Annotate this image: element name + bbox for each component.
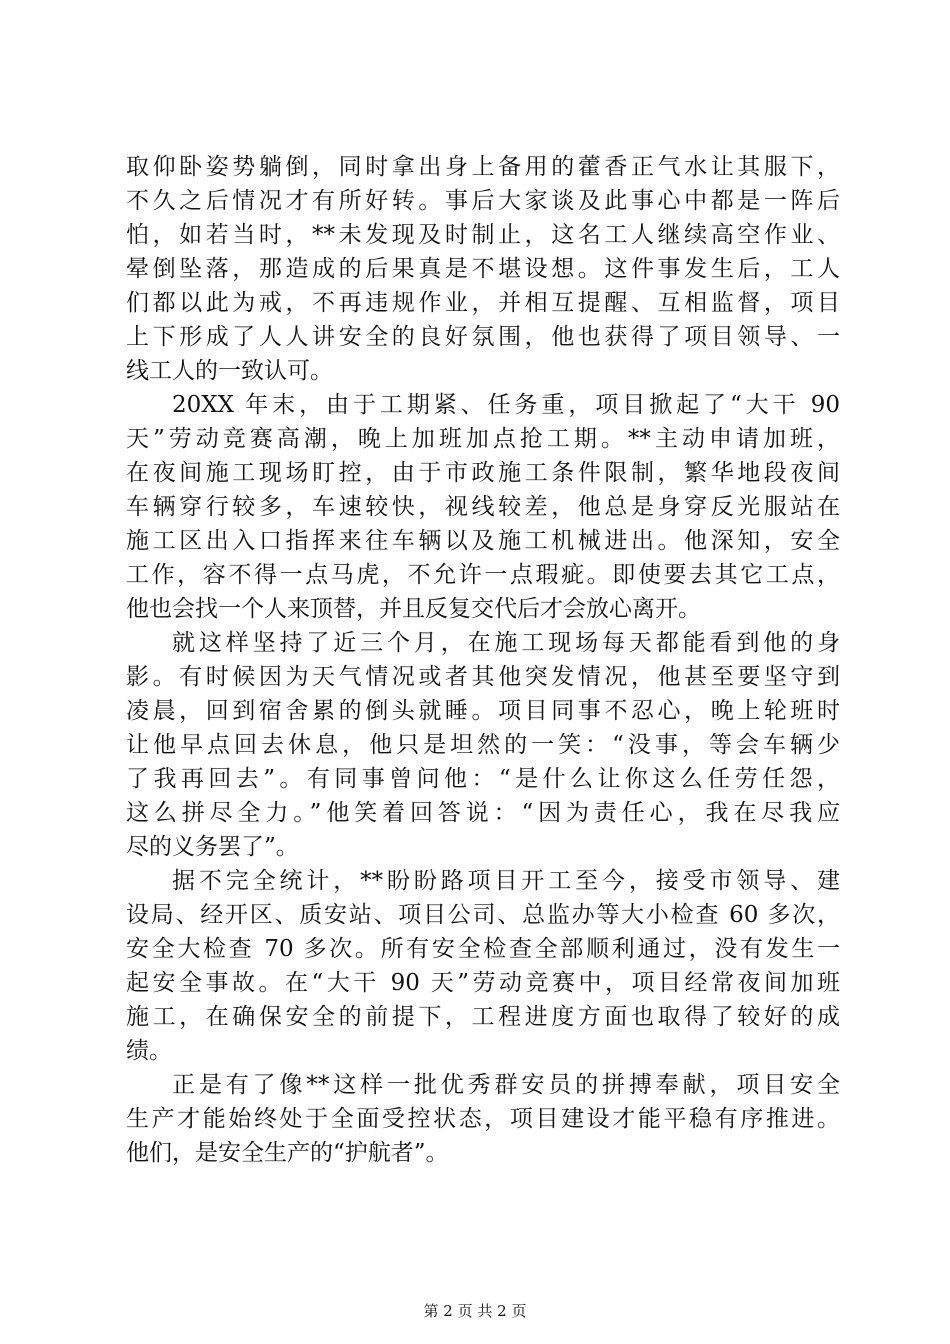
text-line: 起安全事故。在“大干 90 天”劳动竞赛中，项目经常夜间加班 [126,970,840,996]
text-line: 让他早点回去休息，他只是坦然的一笑：“没事，等会车辆少 [126,732,840,758]
text-line: 施工，在确保安全的前提下，工程进度方面也取得了较好的成 [126,1004,840,1030]
text-line: 设局、经开区、质安站、项目公司、总监办等大小检查 60 多次， [126,902,840,928]
text-line: 怕，如若当时，**未发现及时制止，这名工人继续高空作业、 [126,222,840,248]
text-line: 工作，容不得一点马虎，不允许一点瑕疵。即使要去其它工点， [126,562,840,588]
text-line: 影。有时候因为天气情况或者其他突发情况，他甚至要坚守到 [126,664,840,690]
text-line: 上下形成了人人讲安全的良好氛围，他也获得了项目领导、一 [126,324,840,350]
text-line: 凌晨，回到宿舍累的倒头就睡。项目同事不忍心，晚上轮班时 [126,698,840,724]
text-line: 他也会找一个人来顶替，并且反复交代后才会放心离开。 [126,596,701,622]
text-line: 们都以此为戒，不再违规作业，并相互提醒、互相监督，项目 [126,290,840,316]
text-line: 就这样坚持了近三个月，在施工现场每天都能看到他的身 [172,630,840,656]
text-line: 正是有了像**这样一批优秀群安员的拼搏奉献，项目安全 [172,1072,840,1098]
text-line: 施工区出入口指挥来往车辆以及施工机械进出。他深知，安全 [126,528,840,554]
text-line: 不久之后情况才有所好转。事后大家谈及此事心中都是一阵后 [126,188,840,214]
text-line: 他们，是安全生产的“护航者”。 [126,1140,449,1166]
text-line: 绩。 [126,1038,172,1064]
text-line: 了我再回去”。有同事曾问他：“是什么让你这么任劳任怨， [126,766,840,792]
text-line: 这么拼尽全力。”他笑着回答说：“因为责任心，我在尽我应 [126,800,840,826]
page-number-footer: 第 2 页 共 2 页 [423,1302,527,1320]
text-line: 尽的义务罢了”。 [126,834,299,860]
text-line: 生产才能始终处于全面受控状态，项目建设才能平稳有序推进。 [126,1106,840,1132]
text-line: 晕倒坠落，那造成的后果真是不堪设想。这件事发生后，工人 [126,256,840,282]
text-line: 20XX 年末，由于工期紧、任务重，项目掀起了“大干 90 [172,392,840,418]
text-line: 取仰卧姿势躺倒，同时拿出身上备用的藿香正气水让其服下， [126,154,840,180]
text-line: 安全大检查 70 多次。所有安全检查全部顺利通过，没有发生一 [126,936,840,962]
text-line: 车辆穿行较多，车速较快，视线较差，他总是身穿反光服站在 [126,494,840,520]
text-line: 在夜间施工现场盯控，由于市政施工条件限制，繁华地段夜间 [126,460,840,486]
text-line: 据不完全统计，**盼盼路项目开工至今，接受市领导、建 [172,868,840,894]
body-text [126,150,840,1170]
text-line: 天”劳动竞赛高潮，晚上加班加点抢工期。**主动申请加班， [126,426,840,452]
text-line: 线工人的一致认可。 [126,358,333,384]
